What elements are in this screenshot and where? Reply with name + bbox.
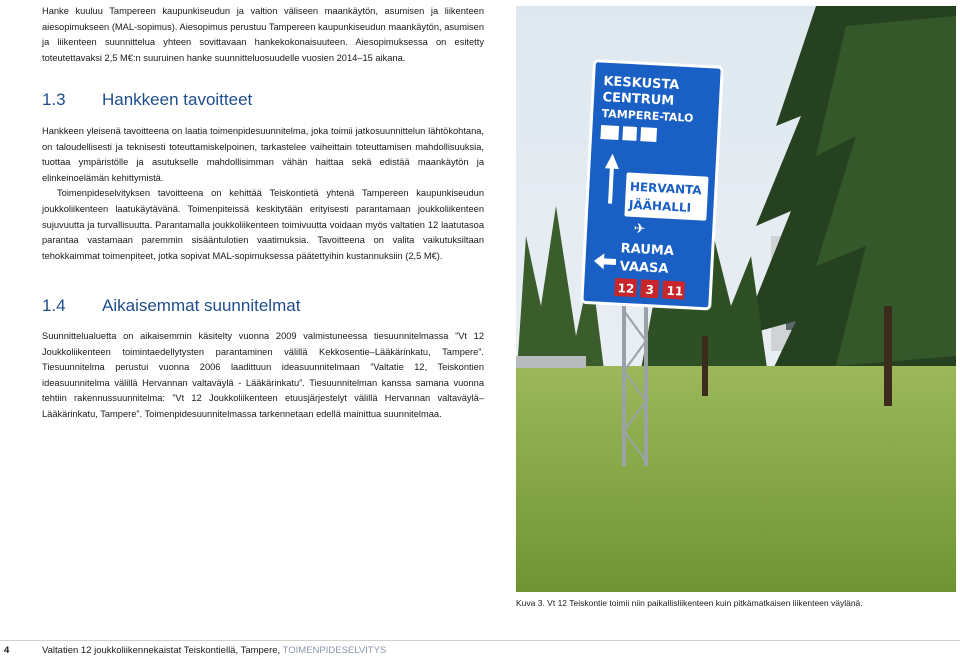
sign-text: CENTRUM: [602, 90, 675, 109]
airplane-icon: ✈: [633, 220, 646, 238]
footer-divider: [0, 640, 960, 641]
section-heading-1-4: [42, 296, 300, 316]
sign-text: KESKUSTA: [602, 74, 680, 94]
section-number: 1.3: [42, 90, 66, 109]
sign-text: RAUMA: [620, 241, 675, 260]
sign-text: VAASA: [619, 259, 669, 277]
route-number: 3: [645, 282, 655, 298]
monument-icon: [640, 127, 657, 142]
intro-block: [42, 4, 484, 66]
route-number: 12: [617, 281, 635, 296]
figure-caption: Kuva 3. Vt 12 Teiskontie toimii niin paikallisliikenteen kuin pitkämatkaisen liikenteen väylänä.: [516, 598, 863, 608]
section-1-4-body: [42, 329, 484, 423]
paragraph: Suunnittelualuetta on aikaisemmin käsitelty vuonna 2009 valmistuneessa tiesuunnitelmassa ”Vt 12 Joukkoliikenteen toimintaedellytysten parantaminen välillä Kekkosentie–Lääkärinkatu, Tampere”. Tiesuunnitelma perustui vuonna 2006 laadittuun ideasuunnitelmaan ”Valtatie 12, Teiskontien ideasuunnitelma välillä Hervannan valtaväylä - Lääkärinkatu”. Tiesuunnitelman kanssa samana vuonna tehtiin rakennussuunnitelma: ”Vt 12 Joukkoliikenteen etuusjärjestelyt välillä Hervannan valtaväylä–Lääkärinkatu, Tampere”. Toimenpidesuunnitelmassa tarkennetaan edellä mainittua suunnitelmaa.: [42, 331, 484, 419]
page-number: 4: [4, 645, 10, 656]
paragraph: Toimenpideselvityksen tavoitteena on kehittää Teiskontietä yhtenä Tampereen kaupunkiseudun joukkoliikenteen laatukäytävänä. Toimenpiteissä keskitytään erityisesti parantamaan joukkoliikenteen sujuvuutta ja turvallisuutta. Parantamalla joukkoliikenteen toimivuutta voidaan myös valtatien 12 laatutasoa parantaa vastamaan paremmin sisääntulotien vaatimuksia. Tavoitteena on valita vaikutuksiltaan tehokkaimmat toimenpiteet, jotka sopivat MAL-sopimuksessa päätettyihin kustannuksiin (2,5 M€).: [42, 188, 484, 261]
pedestrian-icon: [622, 126, 637, 141]
route-number: 11: [666, 283, 684, 299]
sign-text: JÄÄHALLI: [628, 197, 692, 215]
section-number: 1.4: [42, 296, 66, 315]
section-1-3-body: [42, 124, 484, 264]
photo-illustration: [516, 6, 956, 592]
intro-paragraph: Hanke kuuluu Tampereen kaupunkiseudun ja valtion väliseen maankäytön, asumisen ja liikenteen aiesopimukseen (MAL-sopimus). Aiesopimus perustuu Tampereen kaupunkiseudun maankäytön, asumisen ja liikenteen suunnittelua yhteen sovittavaan hankekokonaisuuteen. Aiesopimuksessa on esitetty toteutettavaksi 2,5 M€:n suuruinen hanke suunnitteluosuudelle vuosien 2014–15 aikana.: [42, 6, 484, 63]
section-title: Hankkeen tavoitteet: [102, 90, 253, 109]
sign-text: HERVANTA: [629, 179, 703, 198]
road-sign: [582, 61, 722, 309]
section-heading-1-3: [42, 90, 252, 110]
footer-doc-type: TOIMENPIDESELVITYS: [282, 645, 387, 656]
section-title: Aikaisemmat suunnitelmat: [102, 296, 301, 315]
footer-title-text: Valtatien 12 joukkoliikennekaistat Teiskontiellä, Tampere,: [42, 645, 283, 656]
bus-icon: [600, 125, 619, 140]
footer-title: [42, 645, 386, 656]
sign-text: TAMPERE-TALO: [601, 107, 694, 125]
road-sign-photo: [516, 6, 956, 592]
paragraph: Hankkeen yleisenä tavoitteena on laatia toimenpidesuunnitelma, joka toimii jatkosuunnittelun lähtökohtana, on taloudellisesti ja teknisesti toteuttamiskelpoinen, tarkastelee vaiheittain toteuttamisen mahdollisuuksia, tuottaa ympäristölle ja asutukselle mahdollisimman vähän haittaa sekä edistää maankäytön ja elinkeinoelämän kehittymistä.: [42, 126, 484, 183]
